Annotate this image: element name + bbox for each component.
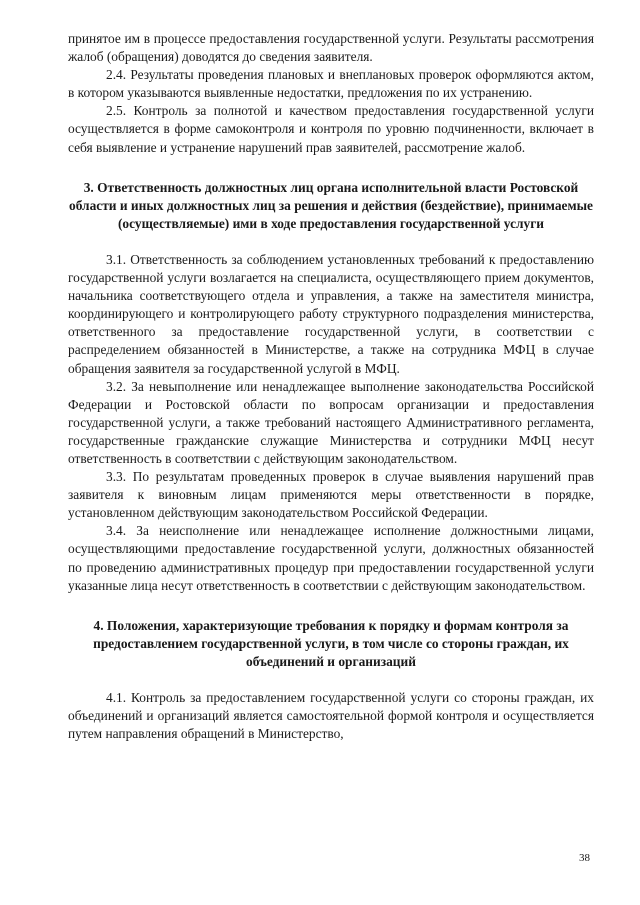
section-3-heading: 3. Ответственность должностных лиц органа исполнительной власти Ростовской области и иных должностных лиц за решения и действия (бездействие), принимаемые (осуществляемые) ими в ходе предоставления государственной услуги [69, 179, 593, 231]
document-page [68, 30, 594, 743]
paragraph-2-3-continuation: принятое им в процессе предоставления государственной услуги. Результаты рассмотрения жалоб (обращения) доводятся до сведения заявителя. [68, 31, 594, 65]
paragraph-3-4: 3.4. За неисполнение или ненадлежащее исполнение должностными лицами, осуществляющими предоставление государственной услуги, должностных обязанностей по проведению административных процедур при предоставлении государственной услуги указанные лица несут ответственность в соответствии с действующим законодательством. [68, 523, 594, 593]
section-4-heading: 4. Положения, характеризующие требования к порядку и формам контроля за предоставлением государственной услуги, в том числе со стороны граждан, их объединений и организаций [93, 617, 569, 669]
paragraph-3-2: 3.2. За невыполнение или ненадлежащее выполнение законодательства Российской Федерации и Ростовской области по вопросам организации и предоставления государственной услуги, а также требований настоящего Административного регламента, государственные гражданские служащие Министерства и сотрудники МФЦ несут ответственность в соответствии с действующим законодательством. [68, 378, 594, 466]
paragraph-3-3: 3.3. По результатам проведенных проверок в случае выявления нарушений прав заявителя к виновным лицам применяются меры ответственности в порядке, установленном действующим законодательством Российской Федерации. [68, 469, 594, 521]
paragraph-3-1: 3.1. Ответственность за соблюдением установленных требований к предоставлению государственной услуги возлагается на специалиста, осуществляющего прием документов, начальника соответствующего отдела и управления, а также на заместителя министра, координирующего и контролирующего работу структурного подразделения министерства, ответственного за предоставление государственной услуги, в соответствии с распределением обязанностей в Министерстве, а также на сотрудника МФЦ в случае обращения заявителя за государственной услугой в МФЦ. [68, 251, 594, 376]
page-number: 38 [579, 852, 590, 864]
paragraph-4-1: 4.1. Контроль за предоставлением государственной услуги со стороны граждан, их объединений и организаций является самостоятельной формой контроля и осуществляется путем направления обращений в Министерство, [68, 690, 594, 742]
paragraph-2-4: 2.4. Результаты проведения плановых и внеплановых проверок оформляются актом, в котором указываются выявленные недостатки, предложения по их устранению. [68, 67, 594, 101]
paragraph-2-5: 2.5. Контроль за полнотой и качеством предоставления государственной услуги осуществляется в форме самоконтроля и контроля по уровню подчиненности, включает в себя выявление и устранение нарушений прав заявителей, рассмотрение жалоб. [68, 103, 594, 155]
